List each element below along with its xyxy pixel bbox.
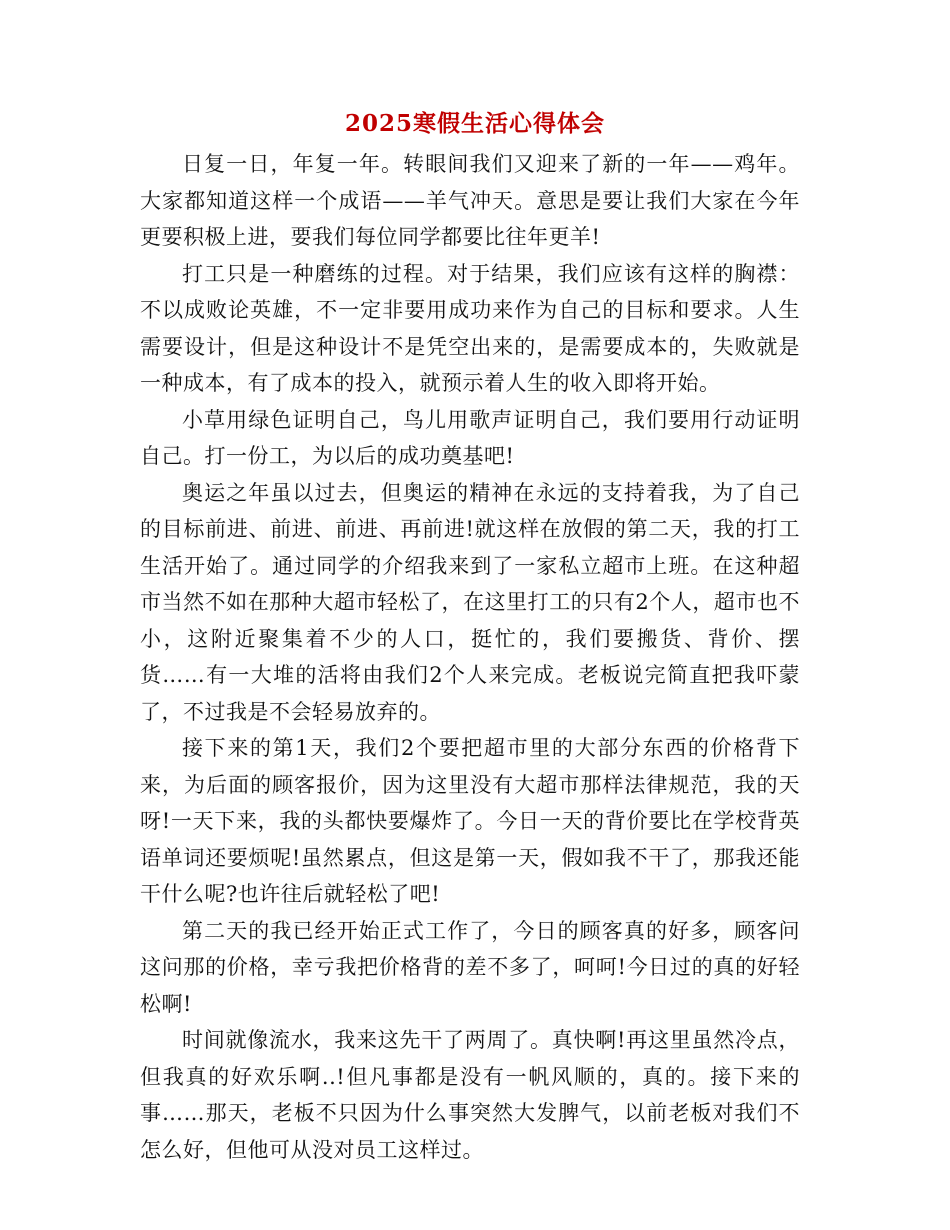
paragraph: 第二天的我已经开始正式工作了，今日的顾客真的好多，顾客问这问那的价格，幸亏我把价格背的差不多了，呵呵!今日过的真的好轻松啊! xyxy=(140,918,800,1016)
document-body xyxy=(140,146,800,1168)
paragraph: 打工只是一种磨练的过程。对于结果，我们应该有这样的胸襟：不以成败论英雄，不一定非要用成功来作为自己的目标和要求。人生需要设计，但是这种设计不是凭空出来的，是需要成本的，失败就是一种成本，有了成本的投入，就预示着人生的收入即将开始。 xyxy=(140,261,800,395)
paragraph: 日复一日，年复一年。转眼间我们又迎来了新的一年——鸡年。大家都知道这样一个成语——羊气冲天。意思是要让我们大家在今年更要积极上进，要我们每位同学都要比往年更羊! xyxy=(140,152,800,249)
paragraph: 奥运之年虽以过去，但奥运的精神在永远的支持着我，为了自己的目标前进、前进、前进、再前进!就这样在放假的第二天，我的打工生活开始了。通过同学的介绍我来到了一家私立超市上班。在这种超市当然不如在那种大超市轻松了，在这里打工的只有2个人，超市也不小，这附近聚集着不少的人口，挺忙的，我们要搬货、背价、摆货……有一大堆的活将由我们2个人来完成。老板说完简直把我吓蒙了，不过我是不会轻易放弃的。 xyxy=(140,480,800,724)
paragraph: 小草用绿色证明自己，鸟儿用歌声证明自己，我们要用行动证明自己。打一份工，为以后的成功奠基吧! xyxy=(140,407,800,468)
paragraph: 接下来的第1天，我们2个要把超市里的大部分东西的价格背下来，为后面的顾客报价，因为这里没有大超市那样法律规范，我的天呀!一天下来，我的头都快要爆炸了。今日一天的背价要比在学校背英语单词还要烦呢!虽然累点，但这是第一天，假如我不干了，那我还能干什么呢?也许往后就轻松了吧! xyxy=(140,736,800,906)
document-title: 2025寒假生活心得体会 xyxy=(344,110,605,137)
paragraph: 时间就像流水，我来这先干了两周了。真快啊!再这里虽然冷点，但我真的好欢乐啊..!但凡事都是没有一帆风顺的，真的。接下来的事……那天，老板不只因为什么事突然大发脾气，以前老板对我们不怎么好，但他可从没对员工这样过。 xyxy=(140,1028,800,1162)
